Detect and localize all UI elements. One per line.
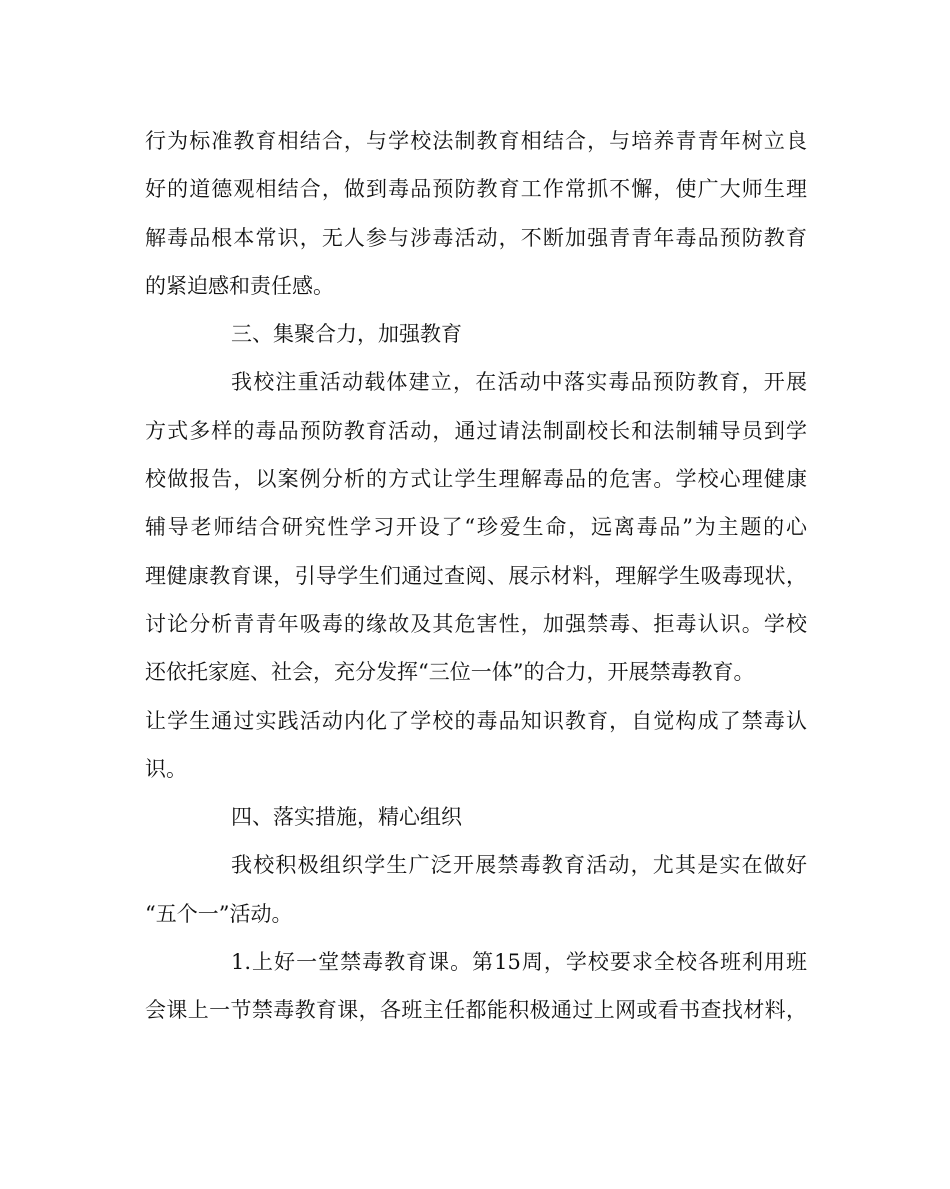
paragraph-line: 校做报告，以案例分析的方式让学生理解毒品的危害。学校心理健康 [145, 467, 807, 492]
paragraph-line: “五个一”活动。 [145, 901, 293, 926]
paragraph-line: 行为标准教育相结合，与学校法制教育相结合，与培养青青年树立良 [145, 129, 807, 153]
document-body [145, 126, 807, 1044]
paragraph-line: 好的道德观相结合，做到毒品预防教育工作常抓不懈，使广大师生理 [145, 177, 807, 202]
paragraph-line: 会课上一节禁毒教育课，各班主任都能积极通过上网或看书查找材料， [145, 998, 807, 1023]
paragraph-line: 识。 [145, 756, 187, 781]
paragraph-line: 我校积极组织学生广泛开展禁毒教育活动，尤其是实在做好 [231, 853, 807, 878]
list-item-line: 1.上好一堂禁毒教育课。第15周，学校要求全校各班利用班 [231, 950, 807, 975]
section-heading: 三、集聚合力，加强教育 [231, 322, 462, 347]
paragraph-line: 还依托家庭、社会，充分发挥“三位一体”的合力，开展禁毒教育。 [145, 660, 755, 685]
paragraph-line: 方式多样的毒品预防教育活动，通过请法制副校长和法制辅导员到学 [145, 418, 807, 443]
paragraph-line: 解毒品根本常识，无人参与涉毒活动，不断加强青青年毒品预防教育 [145, 225, 807, 250]
section-heading: 四、落实措施，精心组织 [231, 805, 462, 830]
paragraph-line: 讨论分析青青年吸毒的缘故及其危害性，加强禁毒、拒毒认识。学校 [145, 611, 807, 636]
paragraph-line: 让学生通过实践活动内化了学校的毒品知识教育，自觉构成了禁毒认 [145, 708, 807, 733]
paragraph-line: 理健康教育课，引导学生们通过查阅、展示材料，理解学生吸毒现状， [145, 563, 807, 588]
paragraph-line: 辅导老师结合研究性学习开设了“珍爱生命，远离毒品”为主题的心 [145, 515, 807, 540]
paragraph-line: 的紧迫感和责任感。 [145, 273, 334, 298]
paragraph-line: 我校注重活动载体建立，在活动中落实毒品预防教育，开展 [231, 370, 807, 395]
